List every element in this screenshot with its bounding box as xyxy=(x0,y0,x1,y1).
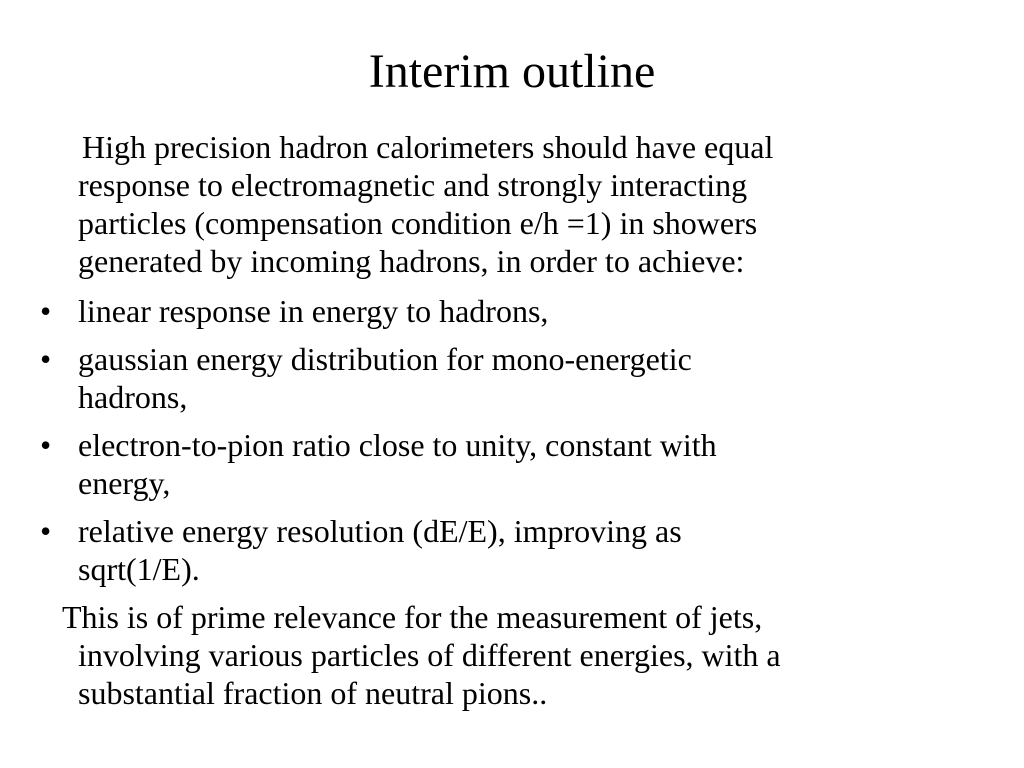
outro-line-2: involving various particles of different energies, with a xyxy=(78,637,781,673)
outro-line-1: This is of prime relevance for the measurement of jets, xyxy=(62,599,763,635)
outro-paragraph xyxy=(62,598,978,712)
bullet-line: linear response in energy to hadrons, xyxy=(78,293,549,329)
bullet-text xyxy=(78,426,920,502)
intro-line-3: particles (compensation condition e/h =1) in showers xyxy=(78,205,758,241)
bullet-line: electron-to-pion ratio close to unity, constant with xyxy=(78,427,717,463)
bullet-line: energy, xyxy=(78,465,171,501)
slide-title: Interim outline xyxy=(368,45,656,98)
intro-line-4: generated by incoming hadrons, in order to achieve: xyxy=(78,243,745,279)
bullet-line: gaussian energy distribution for mono-energetic xyxy=(78,341,692,377)
bullet-icon: • xyxy=(40,513,52,549)
bullet-text xyxy=(78,340,920,416)
bullet-item-energy-resolution xyxy=(40,512,920,588)
bullet-item-gaussian-distribution xyxy=(40,340,920,416)
bullet-line: sqrt(1/E). xyxy=(78,551,200,587)
intro-paragraph xyxy=(78,128,958,280)
bullet-text xyxy=(78,292,920,330)
bullet-icon: • xyxy=(40,341,52,377)
bullet-icon: • xyxy=(40,293,52,329)
outro-line-3: substantial fraction of neutral pions.. xyxy=(78,675,548,711)
bullet-text xyxy=(78,512,920,588)
intro-line-2: response to electromagnetic and strongly interacting xyxy=(78,167,748,203)
bullet-line: relative energy resolution (dE/E), improving as xyxy=(78,513,682,549)
bullet-line: hadrons, xyxy=(78,379,188,415)
bullet-item-electron-pion-ratio xyxy=(40,426,920,502)
bullet-icon: • xyxy=(40,427,52,463)
bullet-item-linear-response xyxy=(40,292,920,330)
intro-line-1: High precision hadron calorimeters should have equal xyxy=(82,129,774,165)
